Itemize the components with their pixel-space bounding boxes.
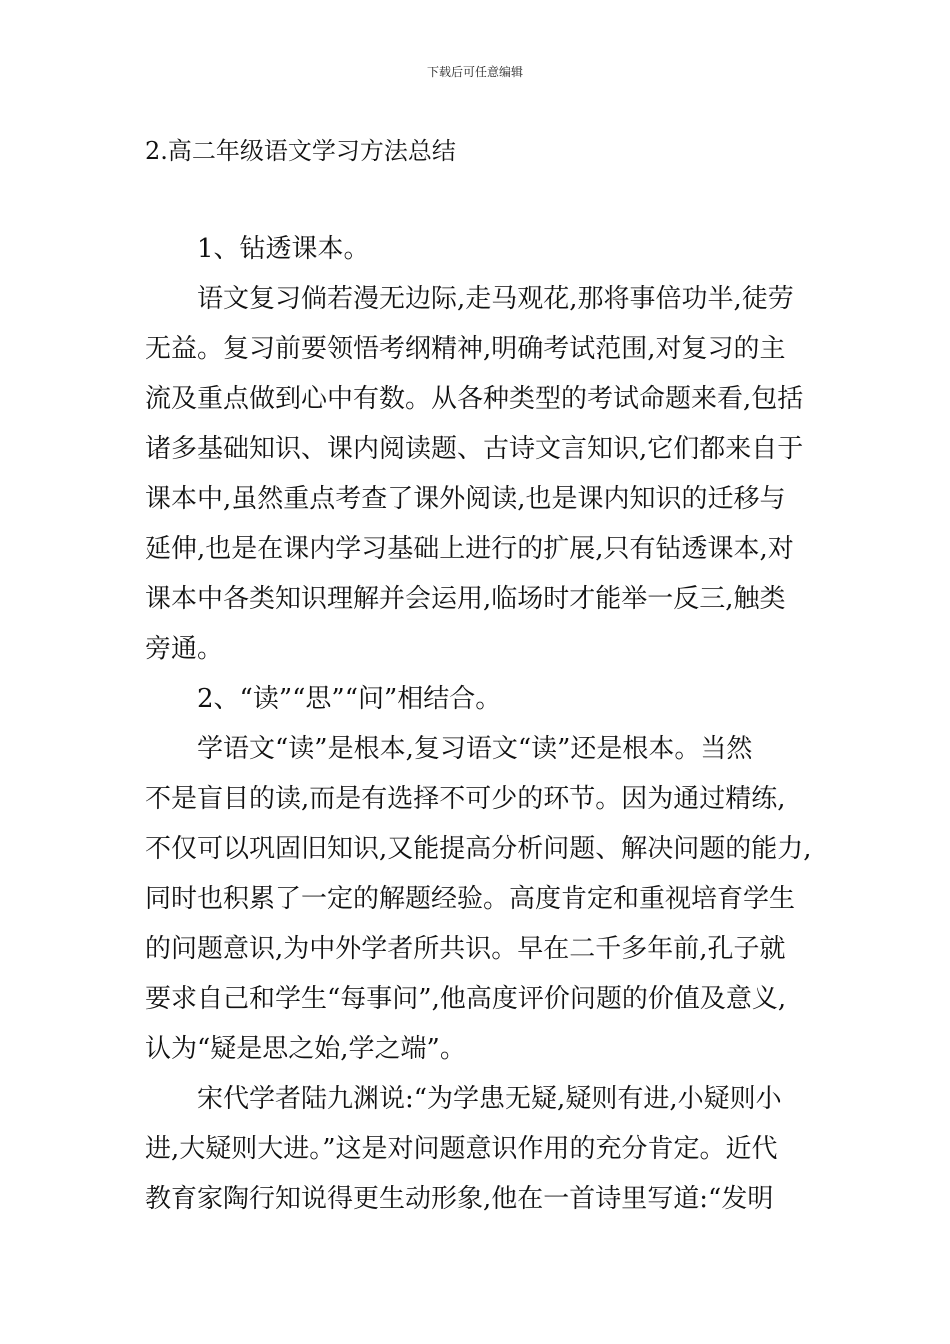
paragraph-line: 课本中各类知识理解并会运用,临场时才能举一反三,触类 — [145, 584, 786, 614]
paragraph-line: 延伸,也是在课内学习基础上进行的扩展,只有钻透课本,对 — [145, 534, 794, 564]
paragraph-line: 学语文“读”是根本,复习语文“读”还是根本。当然 — [197, 734, 753, 764]
section-heading-1: 1、钻透课本。 — [197, 234, 370, 264]
paragraph-line: 进,大疑则大进。”这是对问题意识作用的充分肯定。近代 — [145, 1134, 778, 1164]
paragraph-line: 不仅可以巩固旧知识,又能提高分析问题、解决问题的能力, — [145, 834, 812, 864]
document-title: 2.高二年级语文学习方法总结 — [145, 137, 456, 165]
paragraph-line: 课本中,虽然重点考查了课外阅读,也是课内知识的迁移与 — [145, 484, 786, 514]
paragraph-line: 诸多基础知识、课内阅读题、古诗文言知识,它们都来自于 — [145, 434, 804, 464]
paragraph-line: 同时也积累了一定的解题经验。高度肯定和重视培育学生 — [145, 884, 796, 914]
paragraph-line: 的问题意识,为中外学者所共识。早在二千多年前,孔子就 — [145, 934, 786, 964]
paragraph-line: 旁通。 — [145, 634, 224, 664]
paragraph-line: 宋代学者陆九渊说:“为学患无疑,疑则有进,小疑则小 — [197, 1084, 782, 1114]
paragraph-line: 不是盲目的读,而是有选择不可少的环节。因为通过精练, — [145, 784, 786, 814]
paragraph-line: 教育家陶行知说得更生动形象,他在一首诗里写道:“发明 — [145, 1184, 774, 1214]
paragraph-line: 流及重点做到心中有数。从各种类型的考试命题来看,包括 — [145, 384, 804, 414]
paragraph-line: 要求自己和学生“每事问”,他高度评价问题的价值及意义, — [145, 984, 787, 1014]
paragraph-line: 语文复习倘若漫无边际,走马观花,那将事倍功半,徒劳 — [197, 284, 794, 314]
section-heading-2: 2、“读”“思”“问”相结合。 — [197, 684, 502, 714]
paragraph-line: 认为“疑是思之始,学之端”。 — [145, 1034, 466, 1064]
paragraph-line: 无益。复习前要领悟考纲精神,明确考试范围,对复习的主 — [145, 334, 786, 364]
page-header: 下载后可任意编辑 — [426, 65, 523, 79]
